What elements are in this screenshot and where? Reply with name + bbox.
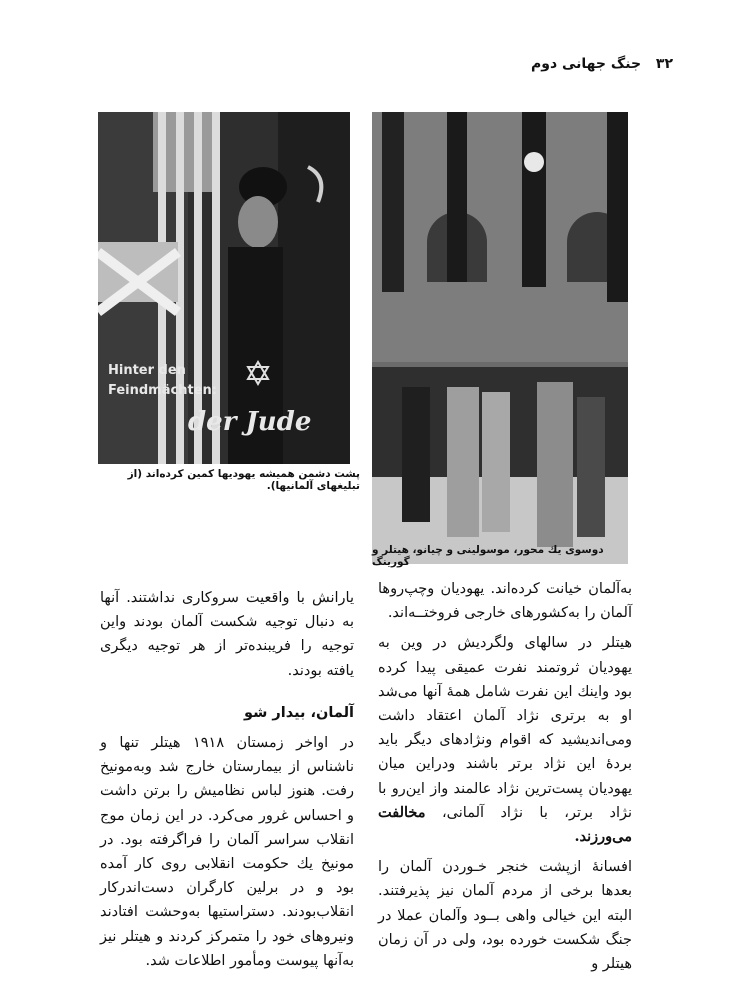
paragraph <box>378 631 632 849</box>
page-header <box>531 56 673 72</box>
right-photo-caption: دوسوی یك محور، موسولینی و چیانو، هیتلر و گورینگ <box>372 544 604 568</box>
left-text-column <box>100 586 354 979</box>
paragraph: به‌آلمان خیانت کرده‌اند. یهودیان وچپ‌روها آلمان را به‌کشورهای خارجی فروختــه‌اند. <box>378 581 632 622</box>
paragraph-end: مخالفت می‌ورزند. <box>378 803 632 846</box>
poster-text-3: der Jude <box>188 407 312 437</box>
paragraph: افسانهٔ ازپشت خنجر خـوردن آلمان را بعدها برخی از مردم آلمان نیز پذیرفتند. البته این خیالی واهی بــود وآلمان عملا در جنگ شکست خورده بود، ولی در آن زمان هیتلر و <box>378 859 632 973</box>
left-photo-caption: پشت دشمن همیشه یهودیها کمین کرده‌اند (از تبلیغهای آلمانیها). <box>127 468 360 492</box>
section-subheading: آلمان، بیدار شو <box>244 704 354 721</box>
paragraph: یارانش با واقعیت سروکاری نداشتند. آنها به دنبال توجیه شکست آلمان بودند واین توجیه را فریبنده‌تر از هر توجیه دیگری یافته بودند. <box>100 590 354 679</box>
chapter-title: جنگ جهانی دوم <box>530 56 642 72</box>
leaders-walking-photo <box>372 112 628 564</box>
paragraph: در اواخر زمستان ۱۹۱۸ هیتلر تنها و ناشناس از بیمارستان خارج شد وبه‌مونیخ رفت. هنوز لباس نظامیش را برتن داشت و احساس غرور می‌کرد. در این زمان موج انقلاب سراسر آلمان را فراگرفته بود. در مونیخ یك حکومت انقلابی روی کار آمده بود و در برلین کارگران دست‌اندرکار انقلاب‌بودند. دستراستیها به‌وحشت افتادند ونیروهای خود را متمرکز کردند و هیتلر نیز به‌آنها پیوست ومأمور اطلاعات شد. <box>100 735 354 969</box>
poster-text-2: Feindmächten: <box>108 383 217 398</box>
propaganda-poster-photo <box>98 112 350 464</box>
poster-text-1: Hinter den <box>108 363 186 378</box>
paragraph-text: هیتلر در سالهای ولگردیش در وین به یهودیان ثروتمند نفرت عمیقی پیدا کرده بود واینك این نفرت شامل همهٔ آنها می‌شد او به برتری نژاد آلمان اعتقاد داشت ومی‌اندیشید که اقوام ونژادهای دیگر باید بردهٔ این نژاد برتر باشند ودراین میان یهودیان پست‌ترین نژاد عالمند واز این‌رو با نژاد برتر، با نژاد آلمانی، <box>378 635 633 821</box>
page-number: ۳۲ <box>655 56 673 72</box>
right-text-column <box>378 577 632 982</box>
